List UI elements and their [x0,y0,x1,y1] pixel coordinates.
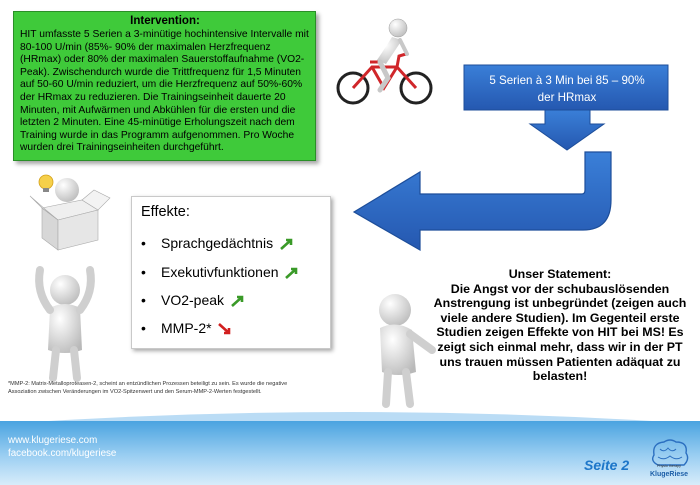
facebook-link[interactable]: facebook.com/klugeriese [8,448,117,459]
effect-item [141,264,299,280]
trend-up-icon [285,267,299,279]
effects-title: Effekte: [141,204,190,220]
logo-wordmark: KlugeRiese [649,471,689,478]
statement-heading: Unser Statement: [508,267,612,281]
effect-label: Exekutivfunktionen [161,264,279,280]
effect-label: MMP-2* [161,320,212,336]
intervention-title: Intervention: [130,15,200,27]
effect-item [141,292,245,308]
intervention-text: HIT umfasste 5 Serien a 3-minütige hochintensive Intervalle mit 80-100 U/min (85%- 90% der maximalen Herzfrequenz (HRmax) oder 80% der maximalen Sauerstoffaufnahme (VO2-Peak). Zwischendurch wurde die Trittfrequenz für 1,5 Minuten auf 50-60 U/min reduziert, um die Herzfrequenz auf 50%-60% der HRmax zu reduzieren. Die Trainingseinheit dauerte 20 Minuten, mit Aufwärmen und Abkühlen für die ersten und die letzten 2 Minuten. Eine 45-minütige Erholungszeit nach dem Training wurde in das Programm aufgenommen. Pro Woche wurden drei Trainingseinheiten durchgeführt. [20,29,309,154]
bullet: • [141,235,146,251]
effect-label: VO2-peak [161,292,225,308]
trend-up-icon [231,295,245,307]
cheering-figure [39,270,91,378]
footnote: *MMP-2: Matrix-Metalloproteasen-2, scheint an entzündlichen Prozessen beteiligt zu sein. Es wurde die negative Assoziation zwischen Veränderungen im VO2-Spitzenwert und den Serum-MMP-2-Werten festgestellt. [8,381,288,395]
effect-label: Sprachgedächtnis [161,235,274,251]
presenter-figure [379,294,432,404]
website-link[interactable]: www.klugeriese.com [8,435,98,446]
page-number: Seite 2 [584,457,630,473]
series-line-1: 5 Serien à 3 Min bei 85 – 90% [489,74,645,87]
effect-item [141,235,294,251]
effect-item [141,320,232,336]
statement-text: Die Angst vor der schubauslösenden Anstrengung ist unbegründet (zeigen auch viele andere Studien). Im Gegenteil erste Studien zeigen Effekte von HIT bei MS! Es zeigt sich einmal mehr, dass wir in der PT uns trauen müssen Patienten adäquat zu belasten! [433,281,687,384]
cyclist-figure [338,19,431,103]
thinking-figure [30,175,110,250]
trend-down-icon [218,323,232,335]
bullet: • [141,264,146,280]
bullet: • [141,320,146,336]
series-text [474,72,660,106]
bullet: • [141,292,146,308]
series-line-2: der HRmax [537,91,597,104]
logo-tagline: Physio therapy [657,464,681,468]
statement-block [430,267,690,384]
trend-up-icon [280,238,294,250]
